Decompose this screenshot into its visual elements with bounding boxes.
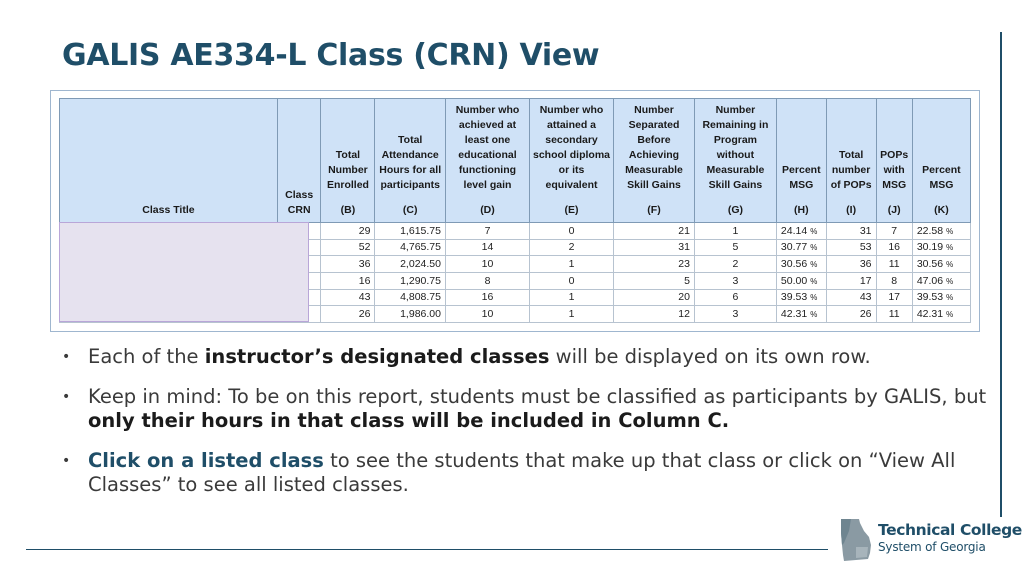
cell-f: 23 [614, 256, 695, 273]
cell-h: 42.31 % [776, 306, 826, 323]
cell-e: 2 [530, 239, 614, 256]
cell-g: 2 [694, 256, 776, 273]
cell-d: 8 [445, 272, 529, 289]
cell-k: 30.19 % [912, 239, 970, 256]
horizontal-divider [26, 549, 828, 550]
cell-d: 10 [445, 306, 529, 323]
cell-i: 31 [826, 223, 876, 240]
cell-h: 24.14 % [776, 223, 826, 240]
cell-c: 1,986.00 [375, 306, 446, 323]
cell-j: 11 [876, 256, 912, 273]
cell-d: 14 [445, 239, 529, 256]
cell-f: 31 [614, 239, 695, 256]
bullet-item: • Keep in mind: To be on this report, students must be classified as participants by GALIS, but only their hours in that class will be included in Column C. [62, 385, 987, 432]
header-pops-msg: POPs with MSG (J) [876, 99, 912, 223]
bullet-dot: • [62, 389, 71, 405]
cell-g: 1 [694, 223, 776, 240]
cell-d: 16 [445, 289, 529, 306]
logo-line-2: System of Georgia [878, 540, 986, 554]
cell-b: 29 [321, 223, 375, 240]
logo-line-1: Technical College [878, 521, 1022, 539]
cell-i: 43 [826, 289, 876, 306]
cell-c: 1,615.75 [375, 223, 446, 240]
cell-j: 11 [876, 306, 912, 323]
georgia-state-icon [838, 517, 874, 563]
cell-f: 12 [614, 306, 695, 323]
cell-b: 16 [321, 272, 375, 289]
bold-text: only their hours in that class will be included in Column C. [88, 409, 730, 432]
cell-i: 36 [826, 256, 876, 273]
cell-c: 1,290.75 [375, 272, 446, 289]
header-attendance-hours: Total Attendance Hours for all participants (C) [375, 99, 446, 223]
vertical-divider [1000, 32, 1002, 517]
cell-j: 17 [876, 289, 912, 306]
header-percent-msg-h: Percent MSG (H) [776, 99, 826, 223]
header-remaining: Number Remaining in Program without Measurable Skill Gains (G) [694, 99, 776, 223]
cell-c: 4,808.75 [375, 289, 446, 306]
cell-c: 2,024.50 [375, 256, 446, 273]
bold-text: instructor’s designated classes [204, 345, 550, 368]
cell-b: 52 [321, 239, 375, 256]
header-total-pops: Total number of POPs (I) [826, 99, 876, 223]
cell-f: 20 [614, 289, 695, 306]
cell-b: 26 [321, 306, 375, 323]
cell-d: 7 [445, 223, 529, 240]
bold-link-text: Click on a listed class [88, 449, 324, 472]
header-total-enrolled: Total Number Enrolled (B) [321, 99, 375, 223]
header-class-crn: Class CRN [277, 99, 321, 223]
cell-j: 7 [876, 223, 912, 240]
header-efl-gain: Number who achieved at least one educational functioning level gain (D) [445, 99, 529, 223]
bullet-list [60, 345, 995, 513]
cell-g: 6 [694, 289, 776, 306]
cell-b: 43 [321, 289, 375, 306]
bullet-item: • Click on a listed class to see the students that make up that class or click on “View All Classes” to see all listed classes. [62, 449, 956, 496]
cell-e: 0 [530, 223, 614, 240]
cell-f: 5 [614, 272, 695, 289]
cell-e: 1 [530, 306, 614, 323]
bullet-dot: • [62, 453, 71, 469]
header-separated: Number Separated Before Achieving Measurable Skill Gains (F) [614, 99, 695, 223]
cell-f: 21 [614, 223, 695, 240]
header-class-title: Class Title [60, 99, 278, 223]
header-diploma: Number who attained a secondary school diploma or its equivalent (E) [530, 99, 614, 223]
tcsg-logo [838, 515, 1022, 573]
cell-g: 3 [694, 272, 776, 289]
cell-h: 39.53 % [776, 289, 826, 306]
bullet-dot: • [62, 349, 71, 365]
cell-c: 4,765.75 [375, 239, 446, 256]
cell-j: 16 [876, 239, 912, 256]
cell-g: 3 [694, 306, 776, 323]
cell-k: 42.31 % [912, 306, 970, 323]
cell-h: 30.56 % [776, 256, 826, 273]
cell-h: 30.77 % [776, 239, 826, 256]
cell-g: 5 [694, 239, 776, 256]
cell-e: 0 [530, 272, 614, 289]
redacted-class-titles [59, 222, 309, 322]
cell-i: 53 [826, 239, 876, 256]
cell-k: 47.06 % [912, 272, 970, 289]
header-percent-msg-k: Percent MSG (K) [912, 99, 970, 223]
cell-e: 1 [530, 256, 614, 273]
cell-k: 39.53 % [912, 289, 970, 306]
cell-b: 36 [321, 256, 375, 273]
cell-i: 26 [826, 306, 876, 323]
cell-h: 50.00 % [776, 272, 826, 289]
cell-k: 30.56 % [912, 256, 970, 273]
bullet-item: • Each of the instructor’s designated classes will be displayed on its own row. [62, 345, 871, 368]
page-title: GALIS AE334-L Class (CRN) View [62, 38, 600, 73]
cell-d: 10 [445, 256, 529, 273]
cell-j: 8 [876, 272, 912, 289]
cell-e: 1 [530, 289, 614, 306]
cell-k: 22.58 % [912, 223, 970, 240]
cell-i: 17 [826, 272, 876, 289]
